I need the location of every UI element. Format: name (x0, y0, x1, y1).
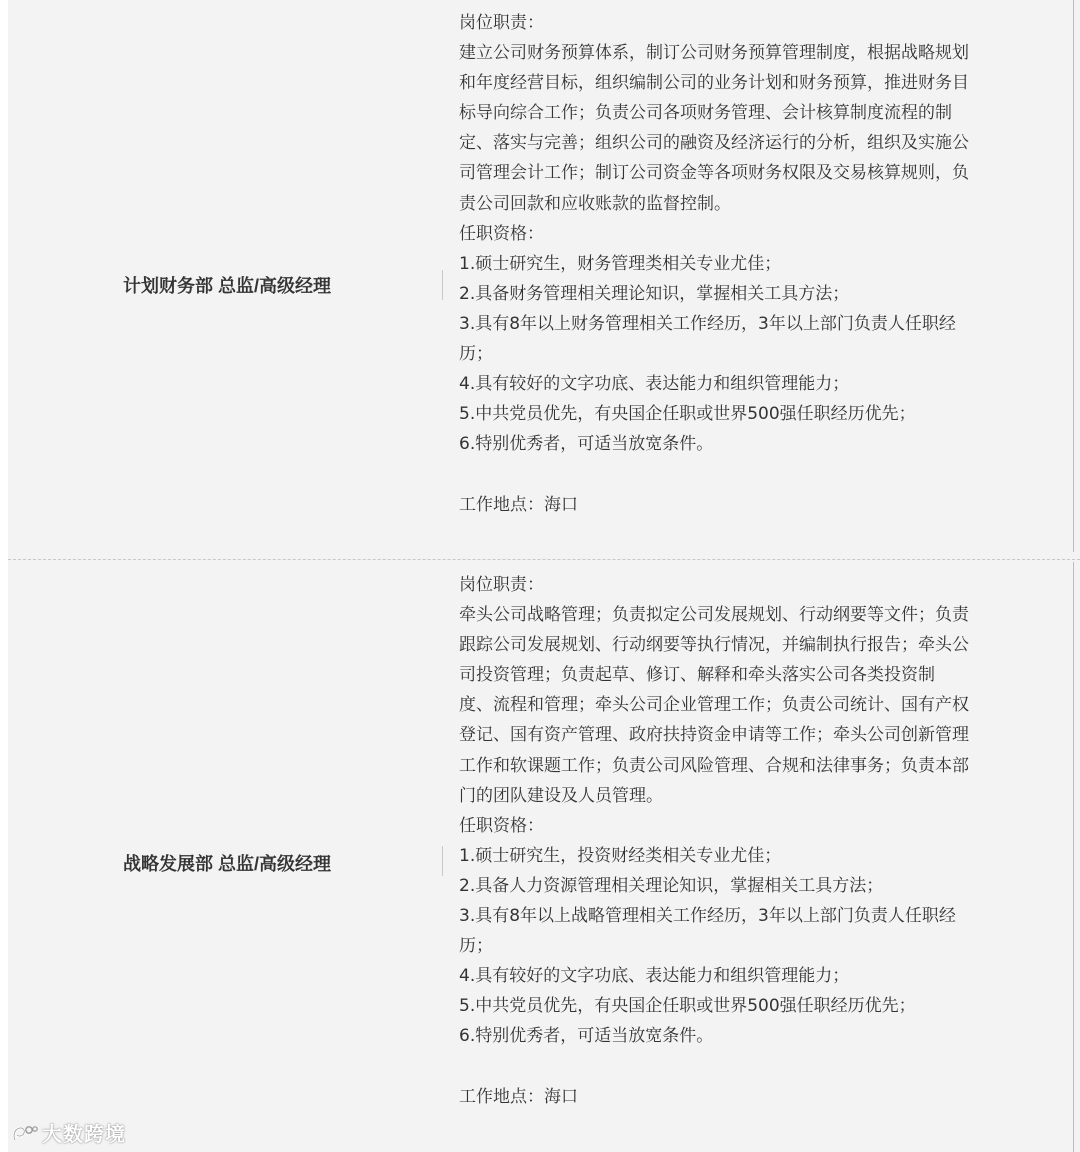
position-title: 战略发展部 总监/高级经理 (122, 854, 331, 874)
desc-line: 6.特别优秀者，可适当放宽条件。 (459, 1026, 714, 1047)
desc-line: 工作和软课题工作；负责公司风险管理、合规和法律事务；负责本部 (459, 755, 969, 776)
desc-line: 1.硕士研究生，投资财经类相关专业尤佳； (459, 845, 782, 866)
title-separator (442, 270, 443, 300)
position-description (459, 8, 1063, 520)
desc-line: 跟踪公司发展规划、行动纲要等执行情况，并编制执行报告；牵头公 (459, 635, 969, 656)
row-divider (8, 559, 1080, 560)
desc-line: 度、流程和管理；牵头公司企业管理工作；负责公司统计、国有产权 (459, 695, 969, 716)
work-location: 工作地点：海口 (459, 494, 578, 515)
job-table (8, 0, 1080, 1152)
desc-line: 牵头公司战略管理；负责拟定公司发展规划、行动纲要等文件；负责 (459, 605, 969, 626)
desc-line: 5.中共党员优先，有央国企任职或世界500强任职经历优先； (459, 404, 916, 425)
desc-line: 定、落实与完善；组织公司的融资及经济运行的分析，组织及实施公 (459, 133, 969, 154)
watermark (12, 1118, 126, 1147)
desc-line: 司管理会计工作；制订公司资金等各项财务权限及交易核算规则，负 (459, 163, 969, 184)
desc-line: 任职资格： (459, 815, 544, 836)
desc-line: 任职资格： (459, 223, 544, 244)
desc-line: 岗位职责： (459, 13, 544, 33)
bubble-logo-icon (12, 1124, 38, 1144)
desc-line: 3.具有8年以上战略管理相关工作经历，3年以上部门负责人任职经 (459, 906, 956, 927)
desc-blank-line (459, 459, 1063, 489)
desc-line: 标导向综合工作；负责公司各项财务管理、会计核算制度流程的制 (459, 103, 952, 124)
desc-line: 3.具有8年以上财务管理相关工作经历，3年以上部门负责人任职经 (459, 313, 956, 334)
desc-line: 和年度经营目标，组织编制公司的业务计划和财务预算，推进财务目 (459, 73, 969, 94)
desc-line: 历； (459, 936, 493, 957)
desc-line: 责公司回款和应收账款的监督控制。 (459, 193, 731, 214)
right-border (1073, 562, 1074, 1152)
desc-blank-line (459, 1052, 1063, 1082)
desc-line: 4.具有较好的文字功底、表达能力和组织管理能力； (459, 374, 850, 395)
desc-line: 登记、国有资产管理、政府扶持资金申请等工作；牵头公司创新管理 (459, 725, 969, 746)
job-row-strategy (8, 562, 1080, 1152)
desc-line: 门的团队建设及人员管理。 (459, 785, 663, 806)
desc-line: 2.具备财务管理相关理论知识，掌握相关工具方法； (459, 283, 850, 304)
desc-line: 建立公司财务预算体系，制订公司财务预算管理制度，根据战略规划 (459, 43, 969, 64)
desc-line: 4.具有较好的文字功底、表达能力和组织管理能力； (459, 966, 850, 987)
desc-line: 6.特别优秀者，可适当放宽条件。 (459, 434, 714, 455)
desc-line: 1.硕士研究生，财务管理类相关专业尤佳； (459, 253, 782, 274)
right-border (1073, 0, 1074, 552)
title-separator (442, 846, 443, 876)
job-row-finance (8, 0, 1080, 558)
position-description (459, 570, 1063, 1112)
desc-line: 岗位职责： (459, 575, 544, 595)
watermark-text: 大数跨境 (42, 1124, 126, 1146)
desc-line: 司投资管理；负责起草、修订、解释和牵头落实公司各类投资制 (459, 665, 935, 686)
position-title: 计划财务部 总监/高级经理 (122, 276, 331, 296)
work-location: 工作地点：海口 (459, 1086, 578, 1107)
desc-line: 5.中共党员优先，有央国企任职或世界500强任职经历优先； (459, 996, 916, 1017)
desc-line: 历； (459, 344, 493, 365)
desc-line: 2.具备人力资源管理相关理论知识，掌握相关工具方法； (459, 875, 884, 896)
